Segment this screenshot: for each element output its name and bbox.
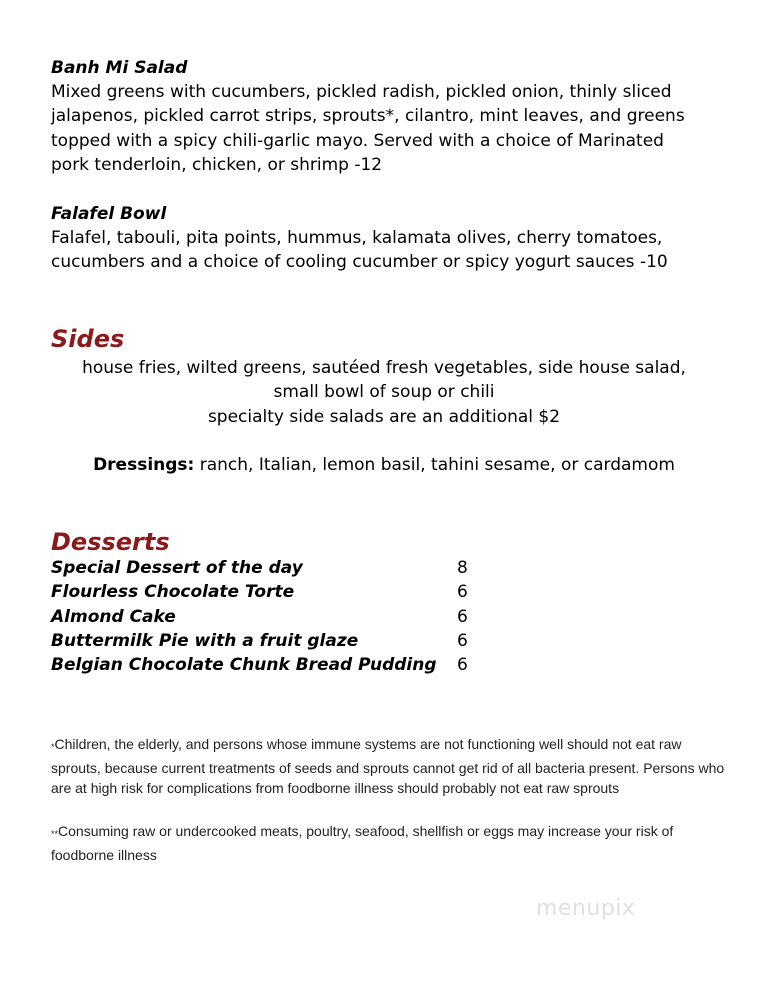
dessert-name: Almond Cake [51, 606, 176, 627]
dessert-row [51, 655, 491, 679]
dessert-name: Belgian Chocolate Chunk Bread Pudding [51, 655, 437, 676]
footnote-text: Children, the elderly, and persons whose immune systems are not functioning well should not eat raw sprouts, because current treatments of seeds and sprouts cannot get rid of all bacteria present. Persons who are at high risk for complications from foodborne illness should probably not eat raw sprouts [51, 736, 725, 796]
dessert-name: Buttermilk Pie with a fruit glaze [51, 630, 359, 651]
dessert-name: Special Dessert of the day [51, 558, 303, 578]
dessert-price: 6 [457, 582, 468, 603]
dessert-price: 6 [457, 630, 468, 651]
dessert-price: 6 [457, 606, 468, 627]
footnote-marker: ** [51, 829, 59, 839]
dessert-row [51, 582, 491, 606]
falafel-bowl-description: Falafel, tabouli, pita points, hummus, kalamata olives, cherry tomatoes, cucumbers and a choice of cooling cucumber or spicy yogurt sauces -10 [51, 228, 668, 273]
raw-meat-footnote [51, 821, 731, 865]
footnote-text: Consuming raw or undercooked meats, poultry, seafood, shellfish or eggs may increase your risk of foodborne illness [51, 823, 674, 863]
dressings-label: Dressings: [93, 455, 195, 475]
dessert-row [51, 631, 491, 655]
dessert-row [51, 607, 491, 631]
sprouts-footnote [51, 734, 731, 799]
menupix-watermark: menupix [536, 896, 636, 921]
sides-line: specialty side salads are an additional $2 [207, 406, 561, 427]
falafel-bowl-title: Falafel Bowl [51, 204, 167, 224]
dessert-price: 6 [457, 655, 468, 676]
sides-line: small bowl of soup or chili [273, 382, 495, 403]
dressings-options: ranch, Italian, lemon basil, tahini sesame, or cardamom [194, 455, 675, 475]
banh-mi-salad-title: Banh Mi Salad [51, 58, 188, 78]
banh-mi-salad-description: Mixed greens with cucumbers, pickled radish, pickled onion, thinly sliced jalapenos, pickled carrot strips, sprouts*, cilantro, mint leaves, and greens topped with a spicy chili-garlic mayo. Served with a choice of Marinated pork tenderloin, chicken, or shrimp -12 [51, 82, 685, 175]
sides-line: house fries, wilted greens, sautéed fresh vegetables, side house salad, [82, 358, 686, 378]
desserts-heading: Desserts [51, 528, 170, 556]
dessert-list [51, 558, 491, 679]
dressings-line [0, 455, 768, 475]
dessert-price: 8 [457, 558, 468, 578]
footnote-marker: * [51, 742, 55, 752]
sides-list [0, 356, 768, 429]
dessert-row [51, 558, 491, 582]
dessert-name: Flourless Chocolate Torte [51, 582, 295, 603]
sides-heading: Sides [51, 325, 125, 353]
